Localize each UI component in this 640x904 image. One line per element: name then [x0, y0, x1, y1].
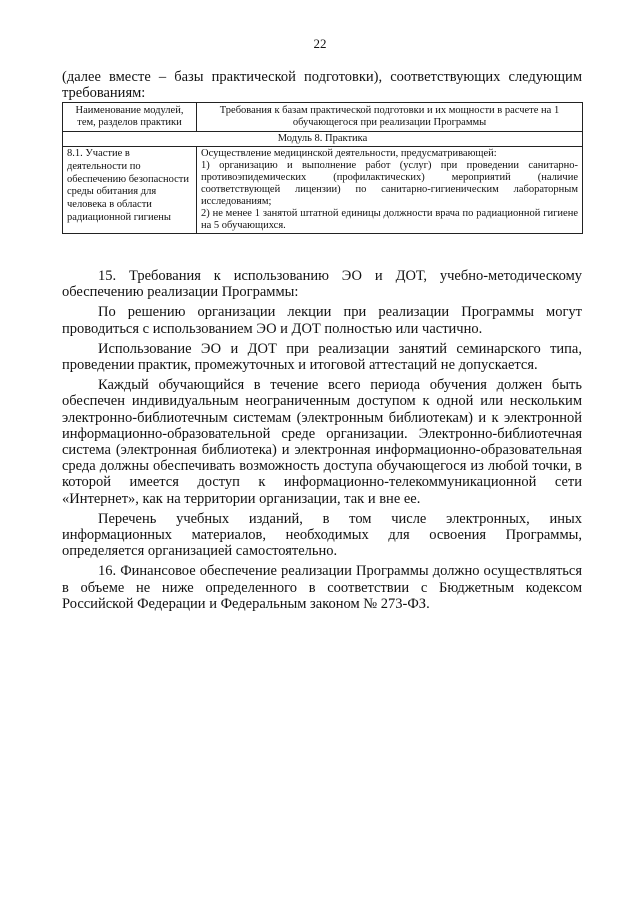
requirement-item-2: 2) не менее 1 занятой штатной единицы должности врача по радиационной гигиене на 5 обучающихся.: [201, 208, 578, 231]
paragraph-seminars: Использование ЭО и ДОТ при реализации занятий семинарского типа, проведении практик, промежуточных и итоговой аттестаций не допускается.: [62, 340, 582, 374]
table-row: [63, 147, 583, 234]
requirements-table: [62, 102, 583, 234]
section-16-paragraph: 16. Финансовое обеспечение реализации Программы должно осуществляться в объеме не ниже определенного в соответствии с Бюджетным кодексом Российской Федерации и Федеральным законом № 273-ФЗ.: [62, 563, 582, 612]
section-15-heading: 15. Требования к использованию ЭО и ДОТ, учебно-методическому обеспечению реализации Программы:: [62, 268, 582, 301]
paragraph-lectures: По решению организации лекции при реализации Программы могут проводиться с использованием ЭО и ДОТ полностью или частично.: [62, 304, 582, 337]
table-module-row: [63, 132, 583, 147]
paragraph-access: Каждый обучающийся в течение всего периода обучения должен быть обеспечен индивидуальным неограниченным доступом к одной или нескольким электронно-библиотечным системам (электронным библиотекам) и к электронной информационно-образовательной среде организации. Электронно-библиотечная система (электронная библиотека) и электронная информационно-образовательная среда должны обеспечивать возможность доступа обучающегося из любой точки, в которой имеется доступ к информационно-телекоммуникационной сети «Интернет», как на территории организации, так и вне ее.: [62, 377, 582, 507]
module-title: Модуль 8. Практика: [63, 132, 583, 147]
table-header-requirements: Требования к базам практической подготовки и их мощности в расчете на 1 обучающегося при реализации Программы: [197, 103, 583, 132]
topic-cell: 8.1. Участие в деятельности по обеспечению безопасности среды обитания для человека в области радиационной гигиены: [63, 147, 197, 234]
table-header-modules: Наименование модулей, тем, разделов практики: [63, 103, 197, 132]
body-text: [62, 268, 582, 616]
paragraph-materials: Перечень учебных изданий, в том числе электронных, иных информационных материалов, необходимых для освоения Программы, определяется организацией самостоятельно.: [62, 510, 582, 560]
intro-text: (далее вместе – базы практической подготовки), соответствующих следующим требованиям:: [62, 69, 582, 101]
requirements-lead: Осуществление медицинской деятельности, предусматривающей:: [201, 148, 497, 159]
requirement-item-1: 1) организацию и выполнение работ (услуг) при проведении санитарно-противоэпидемических (профилактических) мероприятий (наличие соответствующей лицензии) по санитарно-гигиеническим лабораторным исследованиям;: [201, 160, 578, 207]
requirements-cell: [197, 147, 583, 234]
page-number: 22: [313, 36, 327, 51]
table-header-row: [63, 103, 583, 132]
